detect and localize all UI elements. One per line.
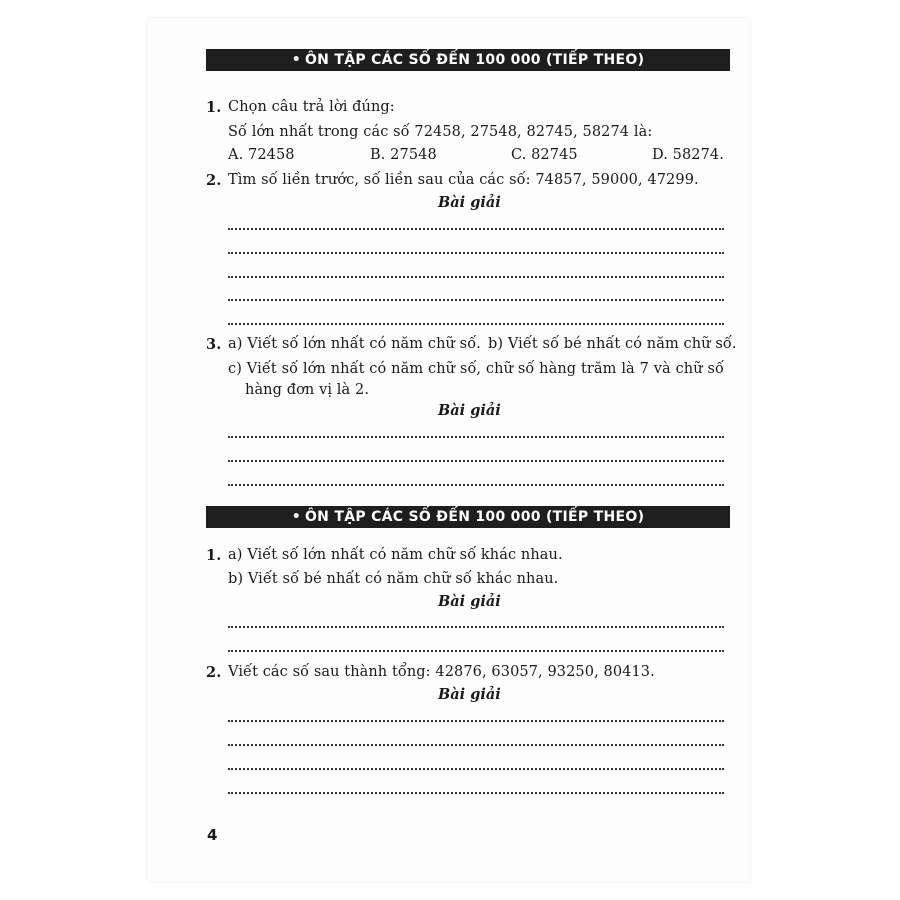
s2-q1-number: 1. (206, 547, 222, 564)
answer-line[interactable] (228, 460, 724, 462)
answer-line[interactable] (228, 626, 724, 628)
section-1-banner (206, 49, 730, 71)
answer-line[interactable] (228, 744, 724, 746)
answer-line[interactable] (228, 650, 724, 652)
s2-q2-number: 2. (206, 664, 222, 681)
answer-line[interactable] (228, 276, 724, 278)
s1-q1-option-d: D. 58274. (652, 147, 724, 163)
s2-q2-text: Viết các số sau thành tổng: 42876, 63057, 93250, 80413. (228, 664, 655, 680)
s1-q1-prompt: Chọn câu trả lời đúng: (228, 99, 395, 115)
s1-q1-option-b: B. 27548 (370, 147, 437, 163)
s2-q1-part-a: a) Viết số lớn nhất có năm chữ số khác nhau. (228, 547, 563, 563)
s1-q3-solution-heading: Bài giải (438, 402, 501, 419)
s1-q2-number: 2. (206, 172, 222, 189)
section-1-title: ÔN TẬP CÁC SỐ ĐẾN 100 000 (TIẾP THEO) (304, 52, 645, 68)
section-2-title: ÔN TẬP CÁC SỐ ĐẾN 100 000 (TIẾP THEO) (304, 509, 645, 525)
answer-line[interactable] (228, 792, 724, 794)
s1-q3-number: 3. (206, 336, 222, 353)
section-2-banner (206, 506, 730, 528)
answer-line[interactable] (228, 436, 724, 438)
s1-q2-text: Tìm số liền trước, số liền sau của các số: 74857, 59000, 47299. (228, 172, 699, 188)
s1-q1-option-c: C. 82745 (511, 147, 578, 163)
answer-line[interactable] (228, 323, 724, 325)
answer-line[interactable] (228, 768, 724, 770)
s1-q2-solution-heading: Bài giải (438, 194, 501, 211)
s1-q1-question: Số lớn nhất trong các số 72458, 27548, 82745, 58274 là: (228, 124, 653, 140)
answer-line[interactable] (228, 252, 724, 254)
bullet-icon: • (291, 52, 301, 68)
s1-q3-part-b: b) Viết số bé nhất có năm chữ số. (488, 336, 737, 352)
s1-q3-part-c-line2: hàng đơn vị là 2. (245, 382, 370, 398)
s1-q1-number: 1. (206, 99, 222, 116)
s1-q3-part-a: a) Viết số lớn nhất có năm chữ số. (228, 336, 481, 352)
answer-line[interactable] (228, 720, 724, 722)
s2-q1-solution-heading: Bài giải (438, 593, 501, 610)
page-number: 4 (207, 826, 218, 844)
s1-q1-option-a: A. 72458 (228, 147, 295, 163)
s1-q3-part-c-line1: c) Viết số lớn nhất có năm chữ số, chữ số hàng trăm là 7 và chữ số (228, 361, 724, 377)
bullet-icon: • (291, 509, 301, 525)
answer-line[interactable] (228, 484, 724, 486)
s2-q1-part-b: b) Viết số bé nhất có năm chữ số khác nhau. (228, 571, 559, 587)
answer-line[interactable] (228, 228, 724, 230)
answer-line[interactable] (228, 299, 724, 301)
s2-q2-solution-heading: Bài giải (438, 686, 501, 703)
